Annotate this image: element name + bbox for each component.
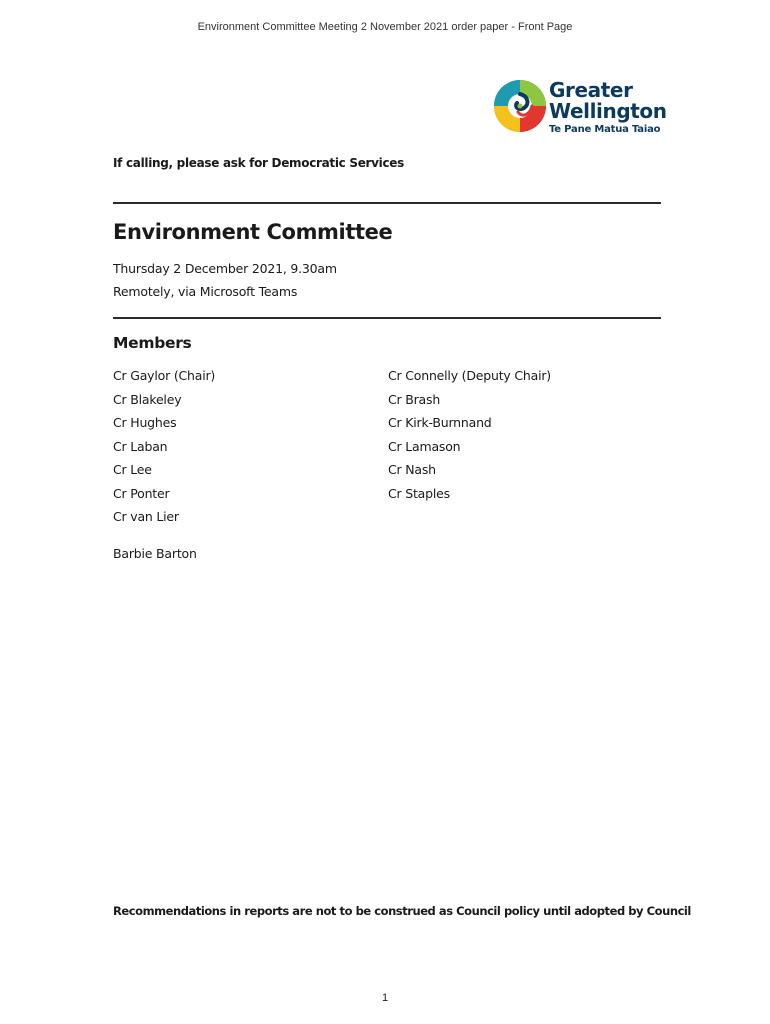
logo-line-wellington: Wellington — [549, 99, 667, 123]
member-item: Cr Hughes — [113, 415, 177, 430]
logo-line-te-pane-matua-taiao: Te Pane Matua Taiao — [549, 124, 661, 135]
member-item: Cr van Lier — [113, 509, 179, 524]
members-list-left — [113, 368, 215, 533]
member-item: Cr Nash — [388, 462, 436, 477]
member-item: Cr Brash — [388, 391, 441, 407]
member-item: Cr Laban — [113, 438, 168, 454]
member-item: Cr Ponter — [113, 485, 170, 501]
page-number: 1 — [381, 992, 389, 1004]
member-item: Cr Blakeley — [113, 391, 182, 407]
logo-wordmark — [549, 80, 667, 137]
running-header: Environment Committee Meeting 2 November 2021 order paper - Front Page — [197, 21, 573, 33]
member-item: Cr Kirk-Burnnand — [388, 415, 492, 430]
meeting-date-time: Thursday 2 December 2021, 9.30am — [113, 261, 337, 276]
greater-wellington-logo — [492, 78, 667, 136]
page-title: Environment Committee — [113, 220, 393, 244]
members-list-right — [388, 368, 551, 509]
member-item: Cr Connelly (Deputy Chair) — [388, 368, 551, 383]
additional-member: Barbie Barton — [113, 546, 197, 561]
greater-wellington-swirl-icon — [492, 78, 548, 134]
member-item: Cr Staples — [388, 485, 450, 501]
footer-disclaimer: Recommendations in reports are not to be construed as Council policy until adopted by Council — [113, 904, 691, 918]
divider-top — [113, 202, 661, 204]
member-item: Cr Lee — [113, 462, 152, 477]
member-item: Cr Gaylor (Chair) — [113, 368, 216, 383]
members-heading: Members — [113, 334, 192, 352]
meeting-venue: Remotely, via Microsoft Teams — [113, 284, 298, 299]
calling-note: If calling, please ask for Democratic Services — [113, 156, 404, 170]
logo-line-greater: Greater — [549, 78, 633, 102]
member-item: Cr Lamason — [388, 438, 461, 454]
divider-members — [113, 317, 661, 319]
